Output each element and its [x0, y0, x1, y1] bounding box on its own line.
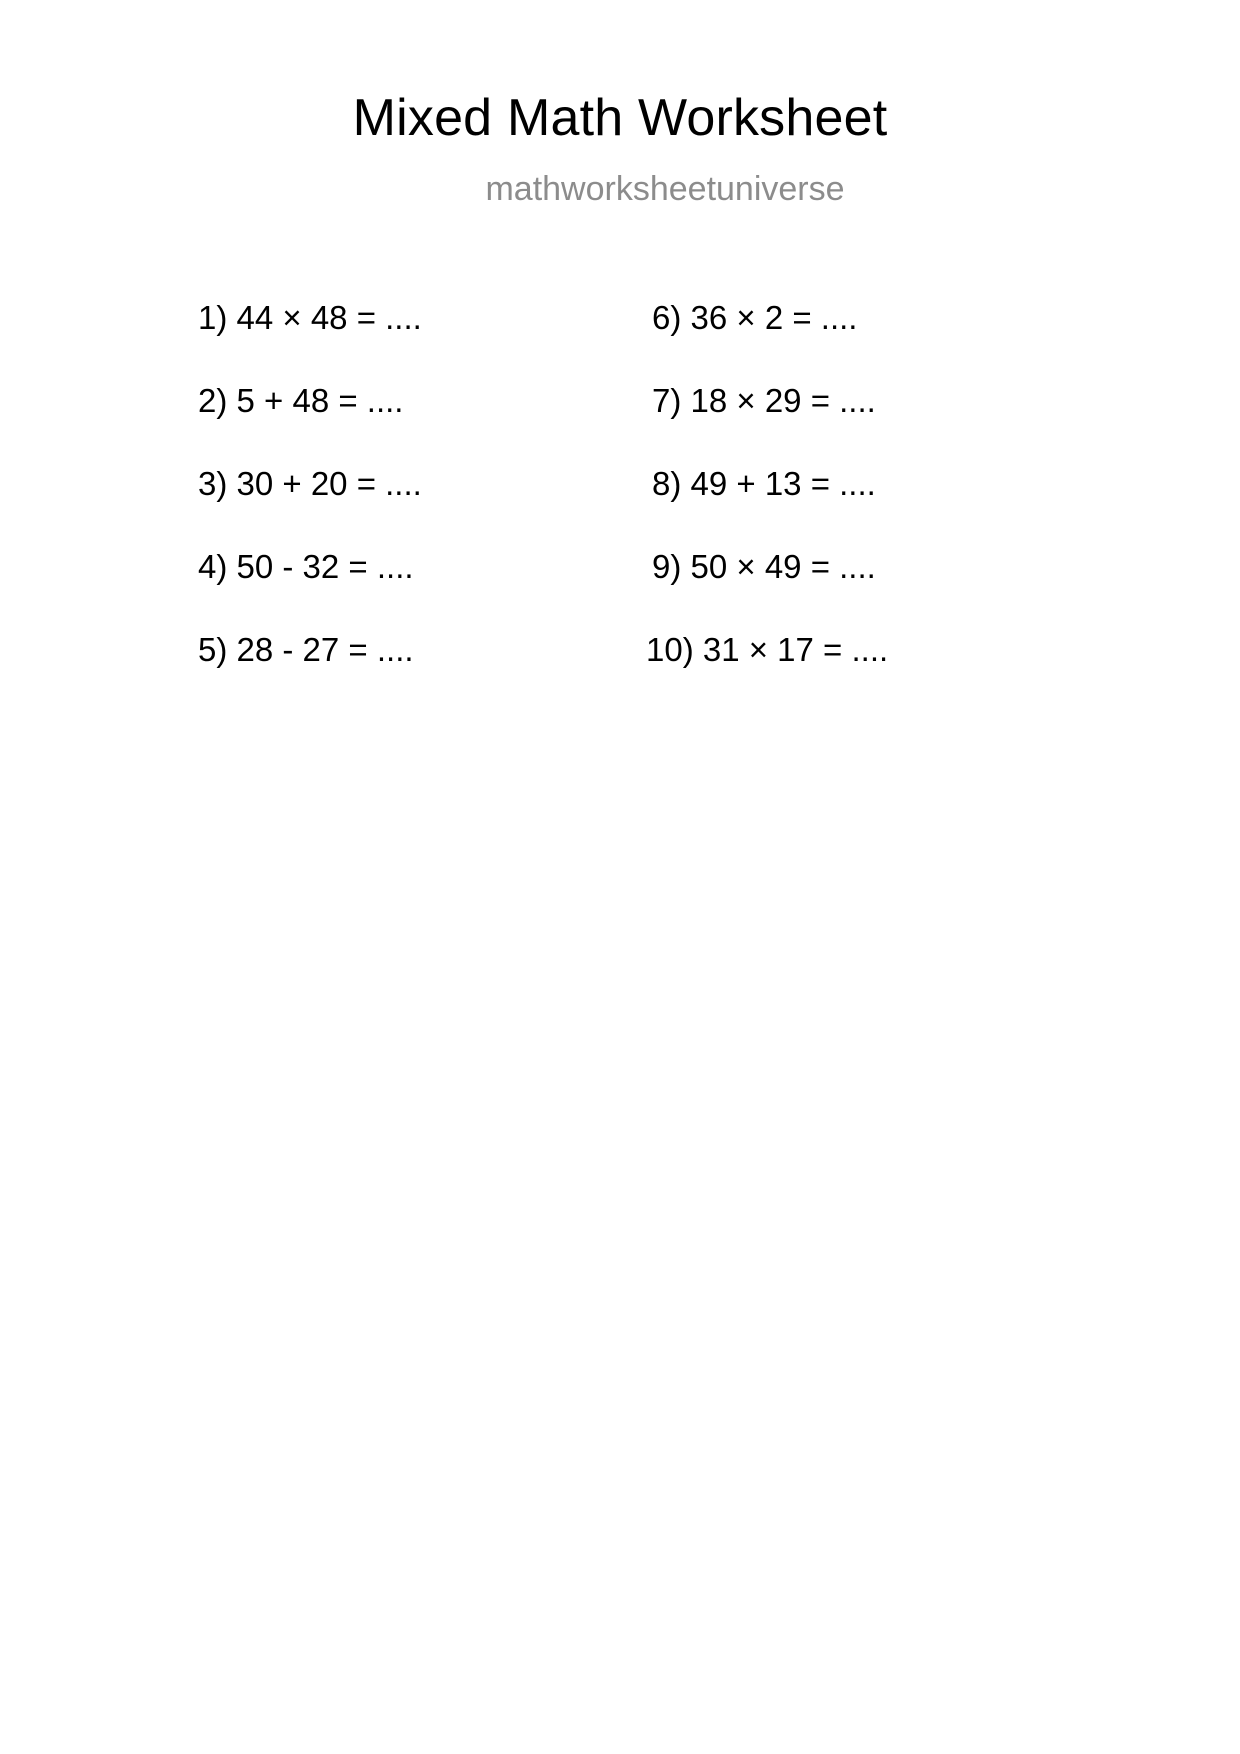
problem-item: 2) 5 + 48 = .... — [198, 382, 404, 419]
problem-item: 10) 31 × 17 = .... — [646, 631, 889, 668]
problem-item: 4) 50 - 32 = .... — [198, 548, 414, 585]
problem-item: 7) 18 × 29 = .... — [652, 382, 876, 419]
problem-column-left — [198, 301, 498, 666]
problem-item: 3) 30 + 20 = .... — [198, 465, 422, 502]
problem-item: 1) 44 × 48 = .... — [198, 299, 422, 336]
problem-item: 6) 36 × 2 = .... — [652, 299, 858, 336]
problem-item: 9) 50 × 49 = .... — [652, 548, 876, 585]
page-subtitle: mathworksheetuniverse — [485, 170, 845, 208]
page-title: Mixed Math Worksheet — [352, 89, 888, 147]
problem-item: 5) 28 - 27 = .... — [198, 631, 414, 668]
problem-list — [0, 301, 1240, 666]
problem-item: 8) 49 + 13 = .... — [652, 465, 876, 502]
problem-column-right — [646, 301, 1086, 666]
